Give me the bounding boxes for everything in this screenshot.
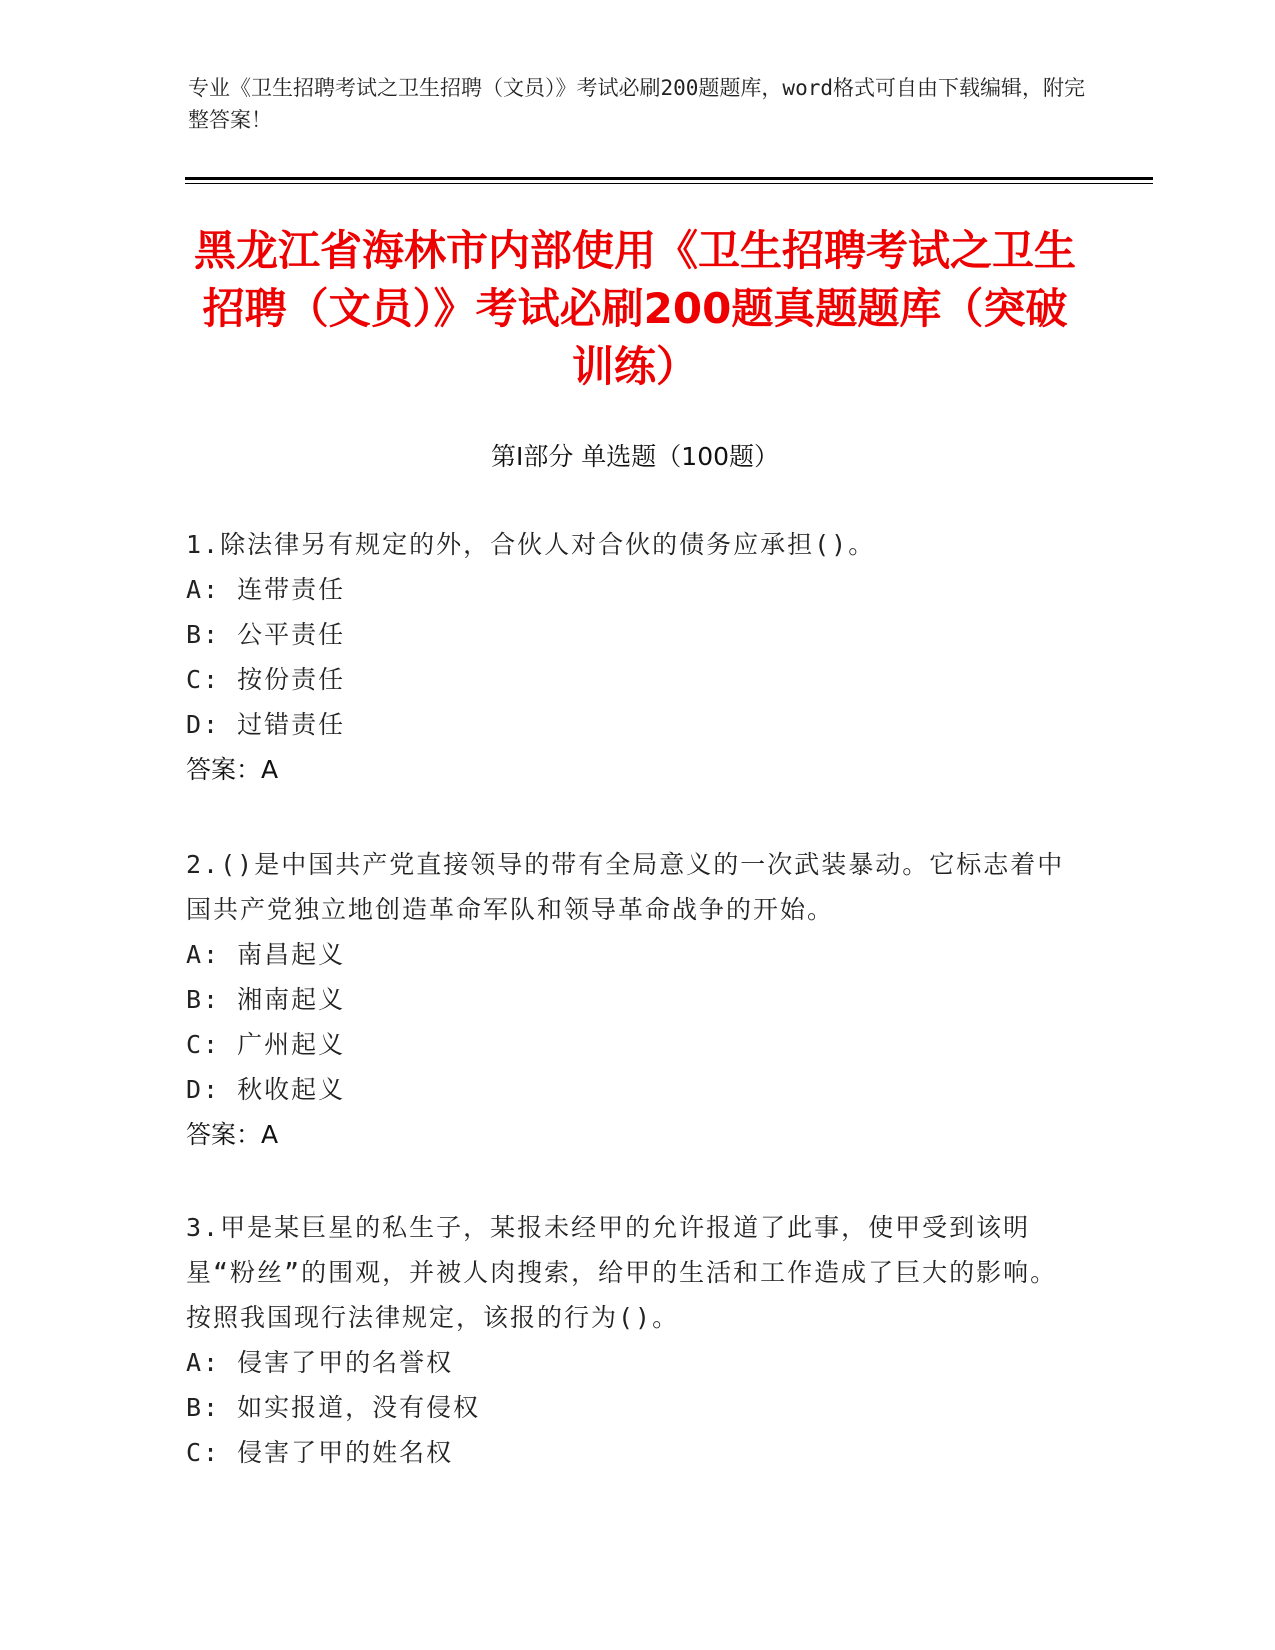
option-b: B: 湘南起义 bbox=[186, 985, 346, 1014]
section-title: 第Ⅰ部分 单选题（100题） bbox=[490, 442, 780, 471]
option-d: D: 过错责任 bbox=[186, 710, 346, 739]
answer: 答案：A bbox=[186, 1120, 279, 1149]
option-a: A: 侵害了甲的名誉权 bbox=[186, 1348, 454, 1377]
header-note: 专业《卫生招聘考试之卫生招聘（文员）》考试必刷200题题库，word格式可自由下载编辑，附完整答案！ bbox=[188, 76, 1085, 132]
header-rule-thick bbox=[185, 177, 1153, 180]
document-title: 黑龙江省海林市内部使用《卫生招聘考试之卫生招聘（文员）》考试必刷200题真题题库（突破训练） bbox=[193, 226, 1076, 391]
option-c: C: 按份责任 bbox=[186, 665, 346, 694]
question-stem: 1.除法律另有规定的外，合伙人对合伙的债务应承担()。 bbox=[186, 530, 876, 559]
option-b: B: 公平责任 bbox=[186, 620, 346, 649]
question-stem: 3.甲是某巨星的私生子，某报未经甲的允许报道了此事，使甲受到该明星“粉丝”的围观，并被人肉搜索，给甲的生活和工作造成了巨大的影响。按照我国现行法律规定，该报的行为()。 bbox=[186, 1213, 1058, 1332]
option-a: A: 连带责任 bbox=[186, 575, 346, 604]
header-rule-thin bbox=[185, 183, 1153, 184]
question-1 bbox=[186, 522, 1066, 792]
option-b: B: 如实报道，没有侵权 bbox=[186, 1393, 481, 1422]
option-c: C: 侵害了甲的姓名权 bbox=[186, 1438, 454, 1467]
question-2 bbox=[186, 842, 1066, 1157]
answer: 答案：A bbox=[186, 755, 279, 784]
option-c: C: 广州起义 bbox=[186, 1030, 346, 1059]
question-3 bbox=[186, 1205, 1066, 1475]
option-d: D: 秋收起义 bbox=[186, 1075, 346, 1104]
option-a: A: 南昌起义 bbox=[186, 940, 346, 969]
question-stem: 2.()是中国共产党直接领导的带有全局意义的一次武装暴动。它标志着中国共产党独立地创造革命军队和领导革命战争的开始。 bbox=[186, 850, 1065, 924]
